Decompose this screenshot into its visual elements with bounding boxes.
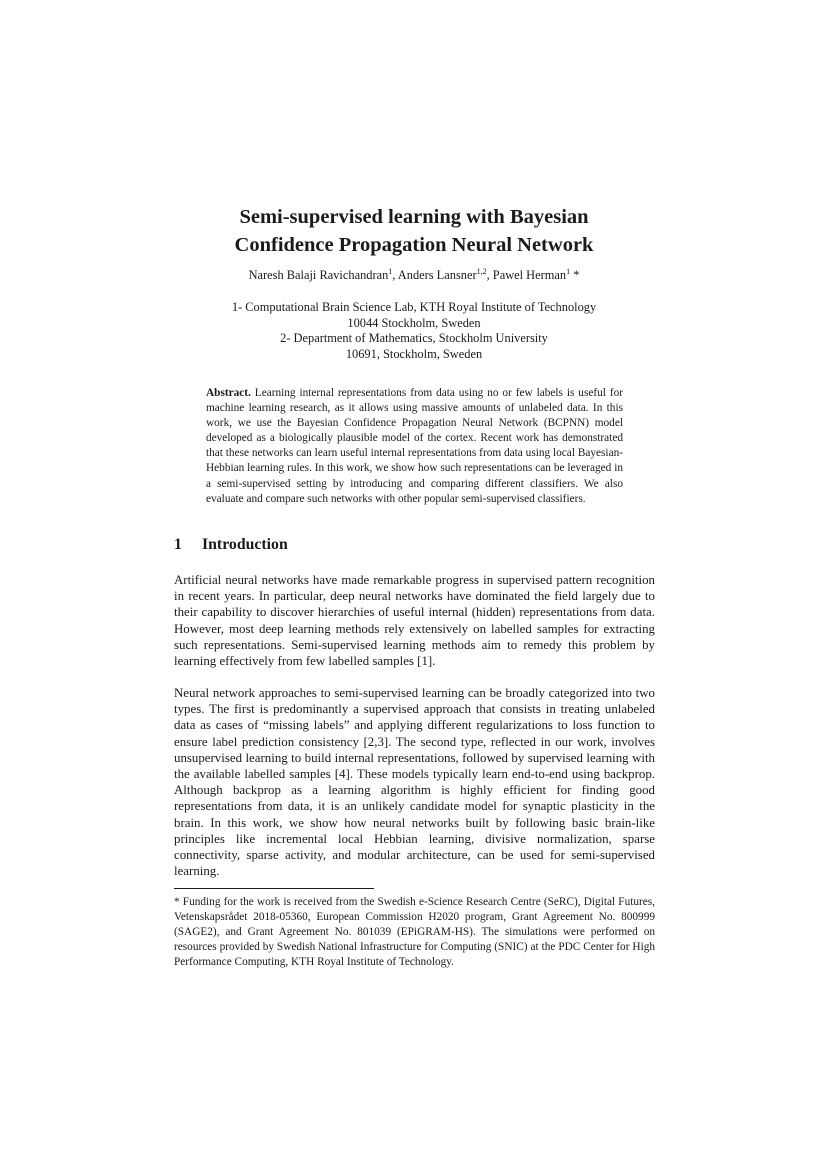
affiliation-line: 2- Department of Mathematics, Stockholm University (280, 331, 548, 345)
author-affiliation-mark: 1 (388, 267, 393, 276)
author-list: Naresh Balaji Ravichandran$^1$, Anders Lansner$^{1,2}$, Pawel Herman$^1$ * (248, 267, 580, 282)
affiliations (150, 300, 678, 362)
author-name: Pawel Herman (492, 268, 567, 282)
footnote: * Funding for the work is received from the Swedish e-Science Research Centre (SeRC), Digital Futures, Vetenskapsrådet 2018-05360, European Commission H2020 program, Grant Agreement No. 800999 (SAGE2), and Grant Agreement No. 801039 (EPiGRAM-HS). The simulations were performed on resources provided by Swedish National Infrastructure for Computing (SNIC) at the PDC Center for High Performance Computing, KTH Royal Institute of Technology. (174, 896, 655, 969)
title-line-2: Confidence Propagation Neural Network (234, 234, 594, 256)
author-name: Naresh Balaji Ravichandran (248, 268, 389, 282)
footnote-divider (174, 888, 374, 889)
paper-title (150, 203, 678, 259)
title-line-1: Semi-supervised learning with Bayesian (239, 206, 589, 228)
affiliation-line: 10691, Stockholm, Sweden (345, 346, 483, 361)
section-title: Introduction (202, 536, 288, 553)
body-paragraph: Neural network approaches to semi-supervised learning can be broadly categorized into two types. The first is predominantly a supervised approach that consists in treating unlabeled data as cases of “missing labels” and applying different regularizations to loss function to ensure label prediction consistency [2,3]. The second type, reflected in our work, involves unsupervised learning to build internal representations, followed by supervised learning with the available labelled samples [4]. These models typically learn end-to-end using backprop. Although backprop as a learning algorithm is highly efficient for finding good representations from data, it is an unlikely candidate model for synaptic plasticity in the brain. In this work, we show how neural networks built by following basic brain-like principles like incremental local Hebbian learning, divisive normalization, sparse connectivity, sparse activity, and modular architecture, can be used for semi-supervised learning. (174, 686, 655, 879)
section-heading (174, 535, 288, 555)
affiliation-line: 10044 Stockholm, Sweden (347, 315, 481, 330)
author-affiliation-mark: 1 (566, 267, 571, 276)
section-number: 1 (174, 536, 182, 553)
affiliation-line: 1- Computational Brain Science Lab, KTH Royal Institute of Technology (231, 300, 597, 314)
footnote-marker: * (570, 268, 580, 282)
author-affiliation-mark: 1,2 (476, 267, 487, 276)
abstract (206, 386, 623, 507)
body-paragraph: Artificial neural networks have made remarkable progress in supervised pattern recognition in recent years. In particular, deep neural networks have dominated the field largely due to their capability to discover hierarchies of useful internal (hidden) representations from data. However, most deep learning methods rely extensively on labelled samples for extracting such representations. Semi-supervised learning methods aim to remedy this problem by learning effectively from few labelled samples [1]. (174, 573, 655, 669)
abstract-label: Abstract. (206, 387, 251, 399)
abstract-text: Learning internal representations from data using no or few labels is useful for machine learning research, as it allows using massive amounts of unlabeled data. In this work, we use the Bayesian Confidence Propagation Neural Network (BCPNN) model developed as a biologically plausible model of the cortex. Recent work has demonstrated that these networks can learn useful internal representations from data using local Bayesian-Hebbian learning rules. In this work, we show how such representations can be leveraged in a semi-supervised setting by introducing and comparing different classifiers. We also evaluate and compare such networks with other popular semi-supervised classifiers. (206, 387, 623, 505)
author-name: Anders Lansner (397, 268, 477, 282)
